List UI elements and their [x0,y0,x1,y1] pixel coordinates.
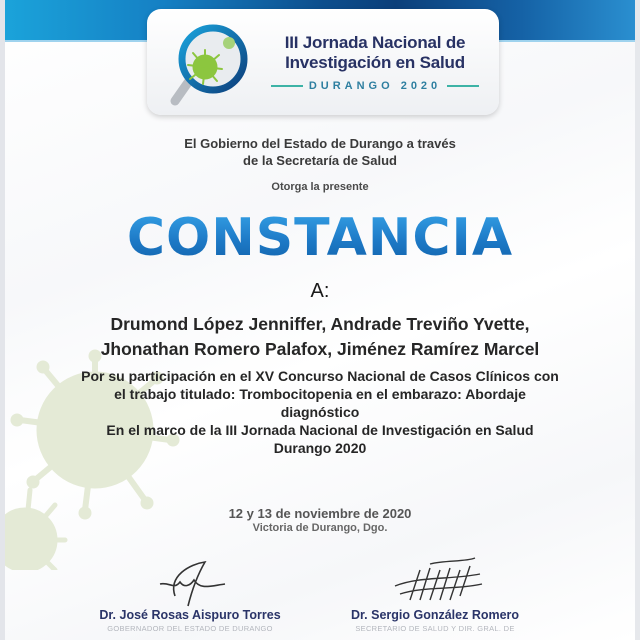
grants-text: Otorga la presente [271,181,369,193]
body-line4: En el marco de la III Jornada Nacional de Investigación en Salud [106,422,534,438]
signer-name-secretary: Dr. Sergio González Romero [350,608,520,622]
event-title [269,33,481,73]
event-location-year: DURANGO 2020 [308,80,442,92]
recipients-line2: Jhonathan Romero Palafox, Jiménez Ramírez Marcel [100,339,540,359]
body-line1: Por su participación en el XV Concurso Nacional de Casos Clínicos con [81,368,559,384]
body-line3: diagnóstico [280,404,360,420]
event-logo-card [147,9,499,115]
to-label: A: [310,280,330,302]
issuer-text [5,135,635,169]
body-line5: Durango 2020 [273,440,367,456]
event-title-line1: III Jornada Nacional de [284,33,466,52]
signature-icon [130,556,250,608]
signature-block-governor [75,556,305,633]
decorative-line [271,85,303,87]
issuer-line2: de la Secretaría de Salud [243,153,397,168]
recipients [5,312,635,362]
page-edge-left [0,0,5,640]
signer-name-governor: Dr. José Rosas Aispuro Torres [99,608,281,622]
event-date: 12 y 13 de noviembre de 2020 [228,506,412,521]
certificate-page [5,0,635,640]
page-edge-right [635,0,640,640]
body-line2: el trabajo titulado: Trombocitopenia en el embarazo: Abordaje [114,386,526,402]
recipients-line1: Drumond López Jenniffer, Andrade Treviño Yvette, [110,314,530,334]
issuer-line1: El Gobierno del Estado de Durango a través [184,136,456,151]
certificate-title: CONSTANCIA [5,208,635,268]
certificate-body [65,367,575,457]
signature-block-secretary [335,556,535,633]
event-title-line2: Investigación en Salud [285,53,465,72]
signer-role-secretary: SECRETARIO DE SALUD Y DIR. GRAL. DE [355,624,515,633]
signer-role-governor: GOBERNADOR DEL ESTADO DE DURANGO [107,624,273,633]
decorative-line [447,85,479,87]
signature-icon [370,556,500,608]
event-place: Victoria de Durango, Dgo. [252,522,388,534]
magnifier-virus-icon [167,17,255,109]
event-subtitle [269,79,481,93]
